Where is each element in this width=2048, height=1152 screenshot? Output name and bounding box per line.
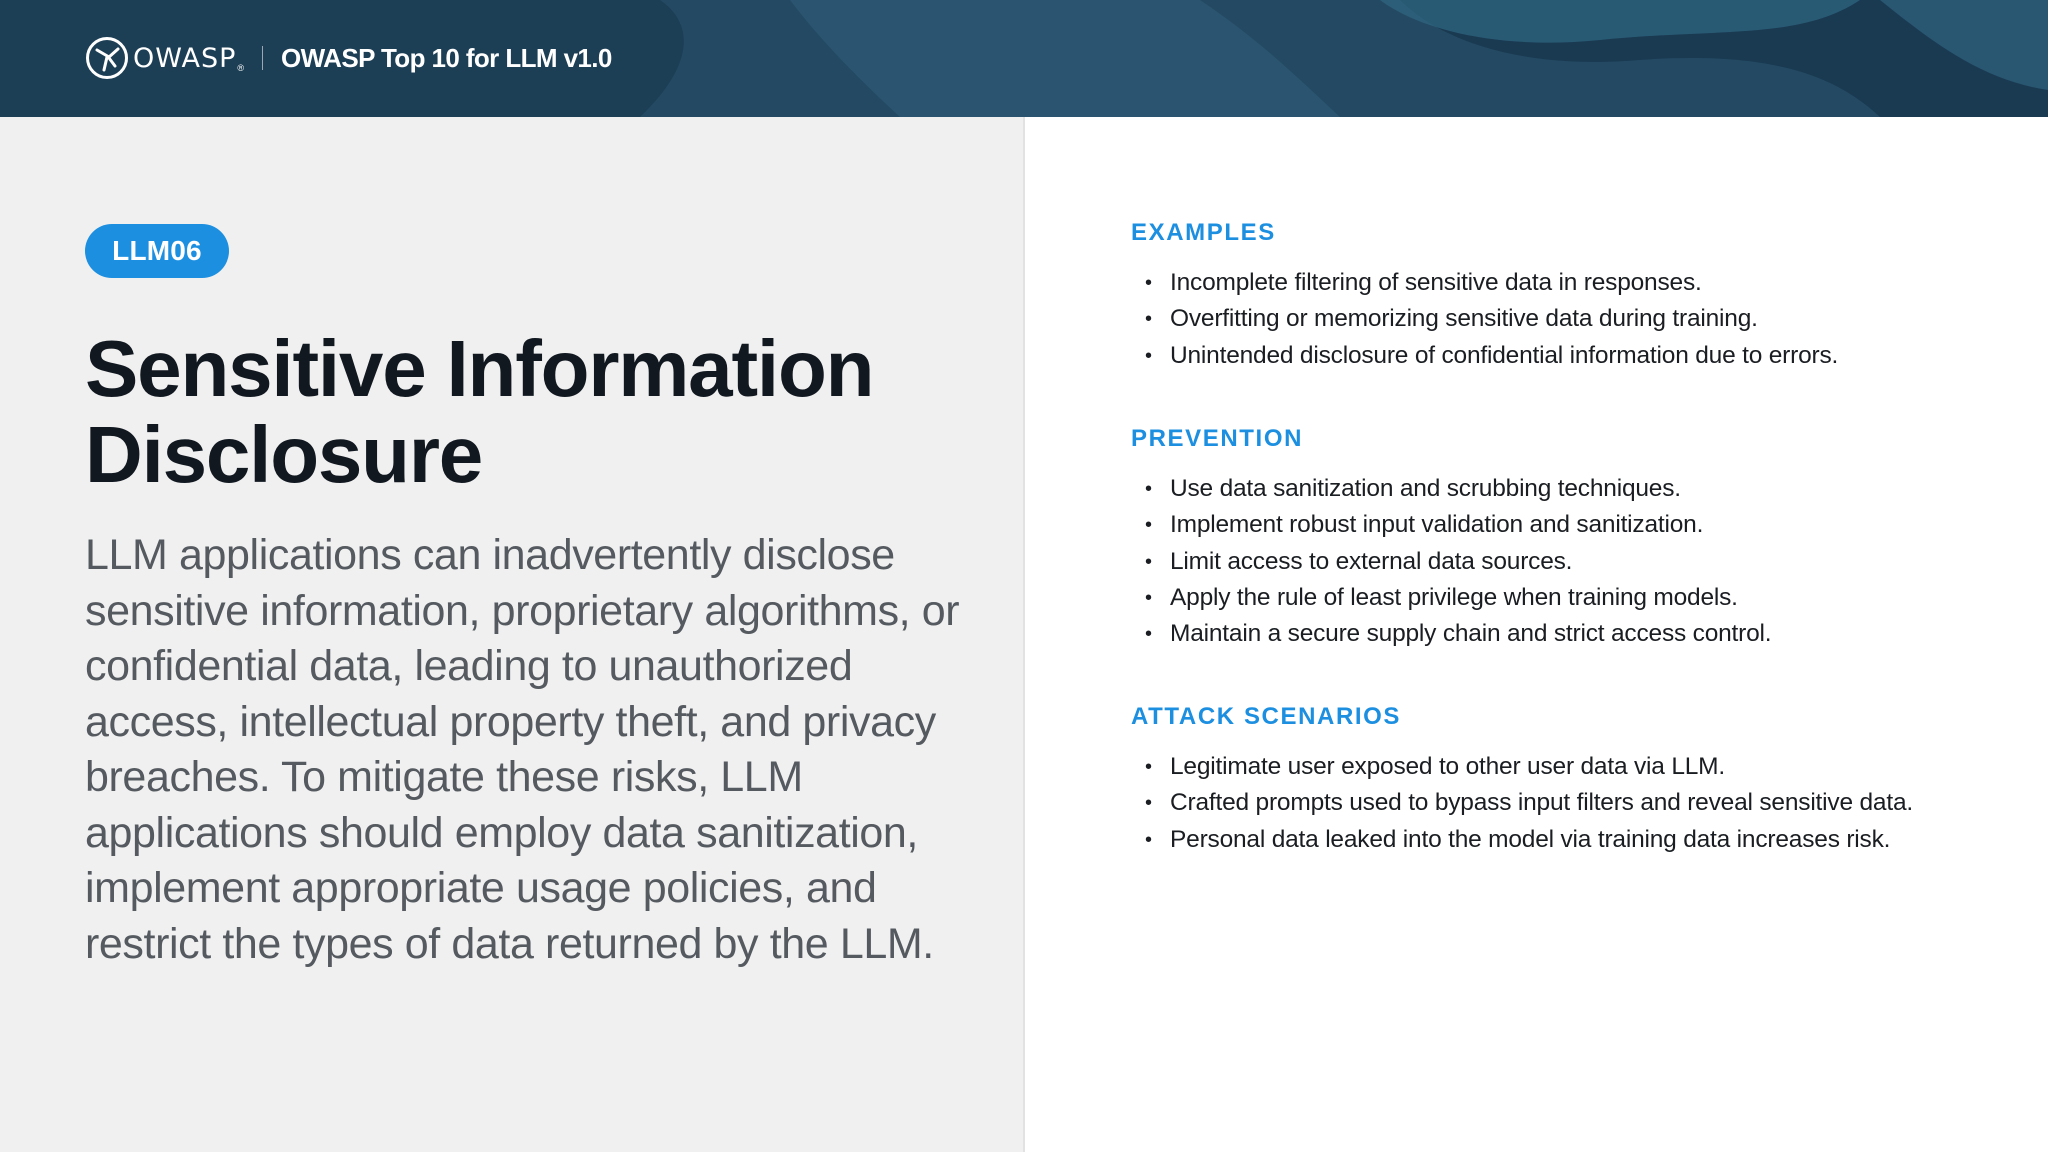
risk-description: LLM applications can inadvertently disclose sensitive information, proprietary algorithms, or confidential data, leading to unauthorized access, intellectual property theft, and privacy breaches. To mitigate these risks, LLM applications should employ data sanitization, implement appropriate usage policies, and restrict the types of data returned by the LLM. [85, 531, 960, 968]
page-title-line-1: Sensitive Information [85, 324, 874, 413]
list-item: • Apply the rule of least privilege when training models. [1145, 580, 1771, 616]
column-divider [1023, 117, 1025, 1152]
list-item: • Use data sanitization and scrubbing techniques. [1145, 471, 1771, 507]
header-bar [0, 0, 2048, 117]
list-item: • Maintain a secure supply chain and strict access control. [1145, 616, 1771, 652]
examples-list [1145, 265, 1838, 374]
page-title [85, 326, 985, 498]
list-item: • Overfitting or memorizing sensitive data during training. [1145, 301, 1838, 337]
brand-lockup [85, 35, 612, 81]
list-item: • Unintended disclosure of confidential information due to errors. [1145, 338, 1838, 374]
list-item: • Implement robust input validation and sanitization. [1145, 507, 1771, 543]
risk-id-badge: LLM06 [85, 224, 229, 278]
page-title-line-2: Disclosure [85, 410, 483, 499]
brand-divider [262, 46, 263, 70]
list-item: • Legitimate user exposed to other user data via LLM. [1145, 749, 1913, 785]
section-heading-prevention: PREVENTION [1131, 425, 1304, 452]
logo-wordmark: OWASP [133, 42, 237, 74]
logo-registered-mark: ® [237, 63, 245, 73]
attack-scenarios-list [1145, 749, 1913, 858]
section-heading-examples: EXAMPLES [1131, 219, 1276, 246]
owasp-wasp-icon [85, 36, 129, 80]
document-title: OWASP Top 10 for LLM v1.0 [281, 42, 612, 73]
section-heading-attack-scenarios: ATTACK SCENARIOS [1131, 703, 1402, 730]
list-item: • Limit access to external data sources. [1145, 544, 1771, 580]
list-item: • Crafted prompts used to bypass input filters and reveal sensitive data. [1145, 785, 1913, 821]
list-item: • Incomplete filtering of sensitive data in responses. [1145, 265, 1838, 301]
list-item: • Personal data leaked into the model via training data increases risk. [1145, 822, 1913, 858]
prevention-list [1145, 471, 1771, 652]
